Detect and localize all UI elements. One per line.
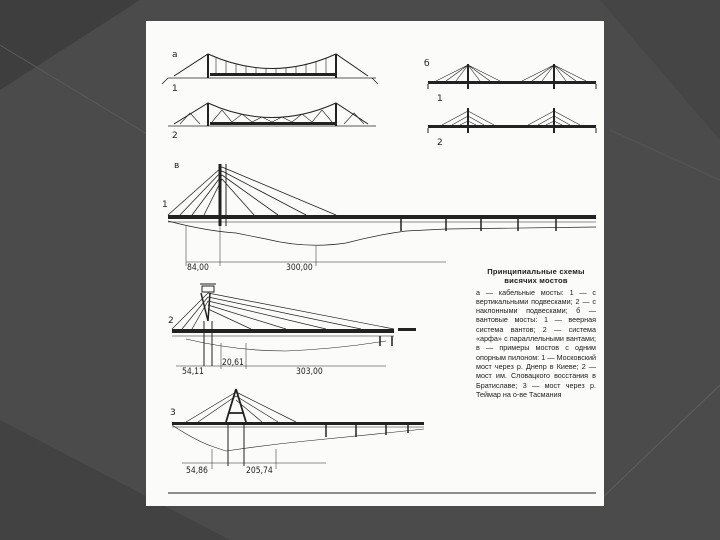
label-v3: 3 xyxy=(170,408,176,418)
caption-title: Принципиальные схемы висячих мостов xyxy=(487,267,585,286)
dim-54-86: 54,86 xyxy=(186,466,208,476)
dim-84: 84,00 xyxy=(187,263,209,273)
label-a1: 1 xyxy=(172,84,178,94)
scheme-a2-inclined-hangers xyxy=(168,103,376,141)
label-b1: 1 xyxy=(437,94,443,104)
example-2-snp-bridge-bratislava xyxy=(168,284,416,377)
scheme-b xyxy=(424,59,596,148)
dim-20-61: 20,61 xyxy=(222,358,244,368)
example-1-moscow-bridge-kiev xyxy=(162,164,596,273)
bridge-schemes-diagram xyxy=(146,21,604,506)
label-v1: 1 xyxy=(162,200,168,210)
dim-300: 300,00 xyxy=(286,263,313,273)
label-v2: 2 xyxy=(168,316,174,326)
label-a2: 2 xyxy=(172,131,178,141)
label-b2: 2 xyxy=(437,138,443,148)
label-b: б xyxy=(424,59,430,69)
figure-caption xyxy=(476,267,596,399)
dim-205-74: 205,74 xyxy=(246,466,273,476)
example-3-tamar-bridge-tasmania xyxy=(170,389,424,476)
label-v: в xyxy=(174,161,180,171)
scheme-b2-harp-system xyxy=(428,108,596,148)
scanned-figure-page xyxy=(146,21,604,506)
dim-303: 303,00 xyxy=(296,367,323,377)
scheme-b1-fan-system xyxy=(428,64,596,104)
caption-body: а — кабельные мосты: 1 — с вертикальными подвесками; 2 — с наклонными подвесками; б — вантовые мосты: 1 — веерная система вантов; 2 — система «арфа» с параллельными вантами; в — примеры мостов с одним опорным пилоном: 1 — Московский мост через р. Днепр в Киеве; 2 — мост им. Словацкого восстания в Братиславе; 3 — мост через р. Теймар на о-ве Тасмания xyxy=(476,287,596,399)
label-a: а xyxy=(172,50,178,60)
scheme-a xyxy=(162,50,378,141)
scheme-a1-vertical-hangers xyxy=(162,54,378,94)
dim-54-11: 54,11 xyxy=(182,367,204,377)
